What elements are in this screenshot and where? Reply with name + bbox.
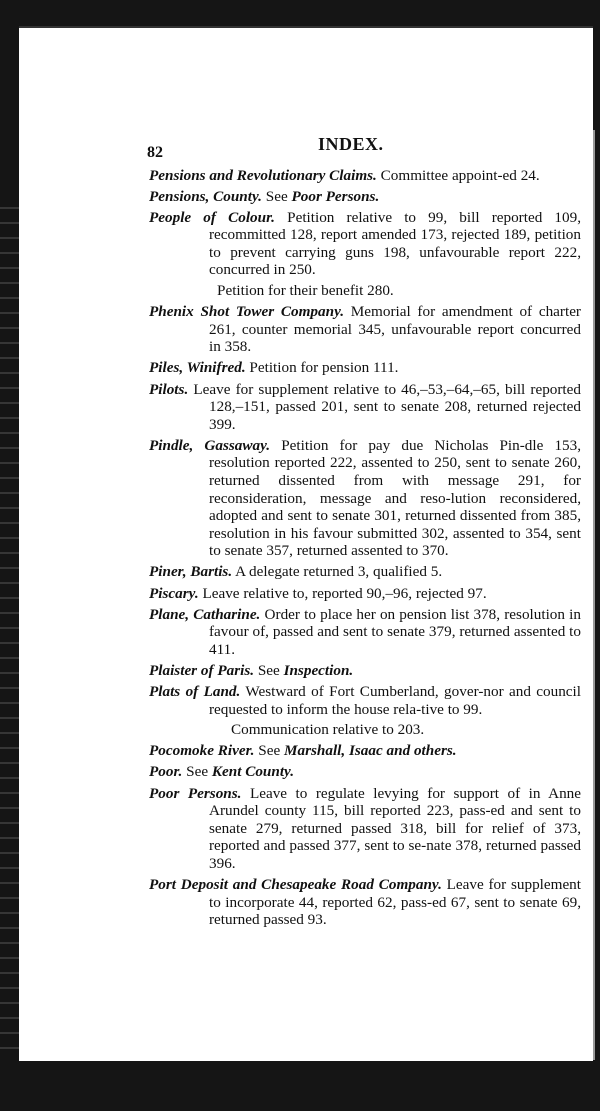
see-reference: Inspection. <box>283 661 354 679</box>
running-head: INDEX. <box>318 134 384 154</box>
entry-text: Committee appoint-ed 24. <box>380 166 540 184</box>
index-entry <box>149 662 581 680</box>
entry-text: A delegate returned 3, qualified 5. <box>235 563 443 581</box>
page-right-edge <box>593 130 595 1060</box>
index-subentry: Petition for their benefit 280. <box>217 282 394 300</box>
index-entry <box>149 683 581 718</box>
entry-heading: People of Colour. <box>149 208 275 226</box>
entry-text: Order to place her on pension list 378, resolution in favour of, passed and sent to senate 379, returned assented to 411. <box>209 605 581 658</box>
entry-heading: Phenix Shot Tower Company. <box>149 303 345 321</box>
entry-text: Petition for pension 111. <box>249 359 399 377</box>
index-subentry: Communication relative to 203. <box>231 721 425 739</box>
entry-text: Memorial for amendment of charter 261, counter memorial 345, unfavourable report concurred in 358. <box>209 303 581 356</box>
index-entry <box>149 303 581 356</box>
entry-text: Petition relative to 99, bill reported 109, recommitted 128, report amended 173, rejected 189, petition to prevent carrying guns 198, unfavourable report 222, concurred in 250. <box>209 208 582 279</box>
index-entries <box>149 163 581 929</box>
index-entry <box>149 785 581 873</box>
entry-heading: Poor. <box>149 763 183 781</box>
index-entry <box>149 585 581 603</box>
entry-heading: Poor Persons. <box>149 784 242 802</box>
index-entry <box>149 563 581 581</box>
index-entry <box>149 437 581 560</box>
entry-heading: Piner, Bartis. <box>149 563 233 581</box>
index-entry <box>149 381 581 434</box>
entry-heading: Pilots. <box>149 380 189 398</box>
index-entry <box>149 763 581 781</box>
index-entry <box>149 742 581 760</box>
entry-heading: Pensions, County. <box>149 187 262 205</box>
index-entry <box>149 606 581 659</box>
index-entry <box>149 188 581 206</box>
entry-text: Leave to regulate levying for support of in Anne Arundel county 115, bill reported 223, pass-ed and sent to senate 279, returned passed 318, bill for relief of 373, reported and passed 377, sent to se-nate 378, returned passed 396. <box>209 784 582 872</box>
entry-heading: Pocomoke River. <box>149 742 255 760</box>
page-number: 82 <box>147 144 163 161</box>
entry-text: See <box>257 661 280 679</box>
entry-heading: Piscary. <box>149 584 199 602</box>
entry-text: See <box>186 763 209 781</box>
entry-heading: Plaister of Paris. <box>149 661 255 679</box>
entry-text: See <box>258 742 281 760</box>
entry-text: Petition for pay due Nicholas Pin-dle 153, resolution reported 222, assented to 250, sent to senate 260, returned dissented from with message 291, for reconsideration, message and reso-lution reconsidered, adopted and sent to senate 301, returned dissented from 385, resolution in his favour submitted 302, assented to 354, sent to senate 357, returned assented to 370. <box>209 436 582 560</box>
see-reference: Poor Persons. <box>291 187 380 205</box>
entry-text: See <box>265 187 288 205</box>
entry-heading: Pindle, Gassaway. <box>149 436 271 454</box>
entry-heading: Piles, Winifred. <box>149 359 246 377</box>
scan-left-edge <box>0 200 19 1060</box>
index-entry <box>149 209 581 279</box>
entry-heading: Pensions and Revolutionary Claims. <box>149 166 377 184</box>
entry-heading: Plats of Land. <box>149 683 241 701</box>
index-entry <box>149 359 581 377</box>
entry-heading: Plane, Catharine. <box>149 605 261 623</box>
entry-text: Leave relative to, reported 90,–96, rejected 97. <box>202 584 487 602</box>
see-reference: Kent County. <box>211 763 295 781</box>
see-reference: Marshall, Isaac and others. <box>283 742 457 760</box>
index-entry <box>149 876 581 929</box>
entry-text: Leave for supplement to incorporate 44, reported 62, pass-ed 67, sent to senate 69, returned passed 93. <box>209 875 581 929</box>
entry-text: Westward of Fort Cumberland, gover-nor and council requested to inform the house rela-tive to 99. <box>209 683 581 718</box>
entry-text: Leave for supplement relative to 46,–53,–64,–65, bill reported 128,–151, passed 201, sent to senate 208, returned rejected 399. <box>193 380 581 433</box>
entry-heading: Port Deposit and Chesapeake Road Company. <box>149 875 442 893</box>
index-entry <box>149 167 581 185</box>
